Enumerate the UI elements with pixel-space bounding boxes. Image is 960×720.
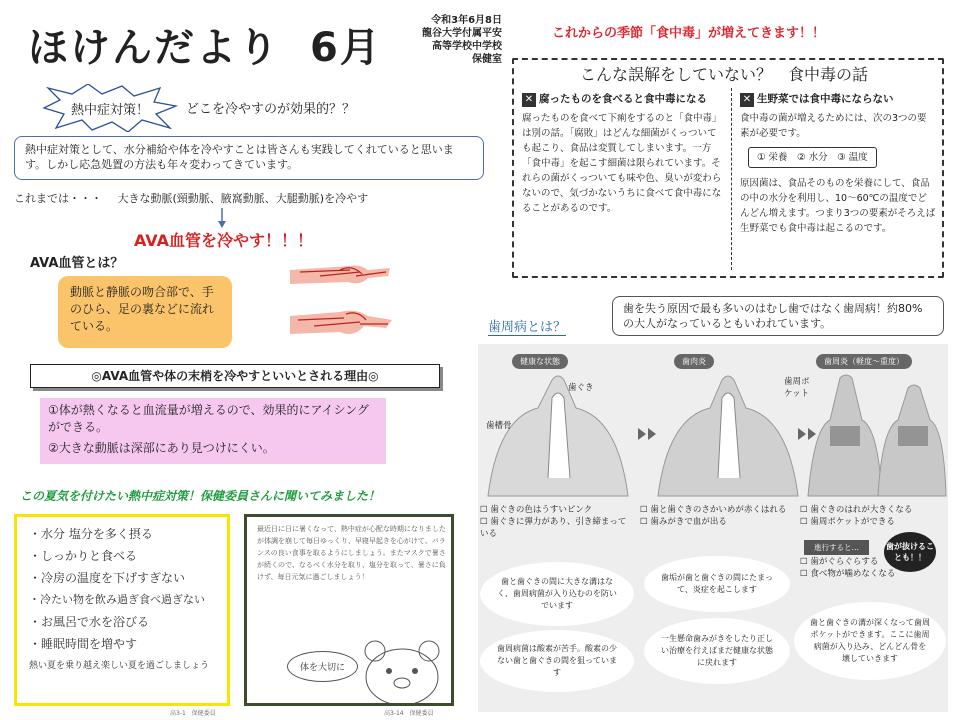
issue-info: 令和3年6月8日 龍谷大学付属平安 高等学校中学校 保健室: [422, 15, 502, 65]
reason-item: ①体が熱くなると血流量が増えるので、効果的にアイシングができる。: [48, 403, 369, 434]
food-title: こんな誤解をしていない？ 食中毒の話: [580, 65, 869, 84]
newsletter-title: ほけんだより 6月: [28, 16, 382, 73]
stage-title: 歯肉炎: [674, 354, 714, 369]
teeth-illustration: [478, 368, 948, 498]
committee-card-1: ・水分 塩分を多く摂る ・しっかりと食べる ・冷房の温度を下げすぎない ・冷たい物を飲み過ぎ食べ過ぎない ・お風呂で水を浴びる ・睡眠時間を増やす 熱い夏を乗り越え楽しい夏を過ごしましょう: [14, 514, 230, 706]
gum-label: 歯ぐき: [568, 383, 594, 393]
ava-cool-heading: AVA血管を冷やす！！！: [134, 231, 313, 250]
food-right-column: ✕ 生野菜では食中毒にならない 食中毒の菌が増えるためには、次の3つの要素が必要です。 ① 栄養 ② 水分 ③ 温度 原因菌は、食品そのものを栄養にして、食品の中の水分を利用し、10〜60℃の温度でどんどん増えます。つまり3つの要素がそろえば生野菜でも食中毒は起こるのです。: [740, 93, 936, 234]
month-label: 6月: [309, 25, 382, 71]
x-mark-icon: ✕: [522, 93, 536, 107]
arrow-down-icon: [217, 208, 227, 228]
column-divider: [731, 88, 732, 270]
hand-vessels-illustration: [290, 262, 394, 344]
perio-question: 歯周病とは？: [488, 316, 566, 336]
card-1-caption: 高3-1 保健委員: [170, 710, 216, 717]
x-mark-icon: ✕: [740, 93, 754, 107]
perio-bubble: 歯を失う原因で最も多いのはむし歯ではなく歯周病！約80%の大人がなっているともいわれています。: [612, 296, 944, 336]
stage-note: 歯と歯ぐきの溝が深くなって歯周ポケットができます。ここに歯周病菌が入り込み、どんどん骨を壊していきます: [794, 602, 946, 680]
bear-icon: [357, 637, 447, 703]
stage-note: 歯垢が歯と歯ぐきの間にたまって、炎症を起こします: [644, 556, 790, 612]
stage-checks: ☐ 歯と歯ぐきのさかいめが赤くはれる ☐ 歯みがきで血が出る: [640, 505, 787, 527]
ava-question: AVA血管とは？: [30, 256, 124, 271]
heatstroke-intro: 熱中症対策として、水分補給や体を冷やすことは皆さんも実践してくれていると思います。しかし応急処置の方法も年々変わってきています。: [14, 136, 484, 180]
factor-list: ① 栄養 ② 水分 ③ 温度: [748, 147, 877, 168]
stage-title: 健康な状態: [512, 354, 568, 369]
warning-badge: 歯が抜けることも！！: [884, 532, 936, 572]
bone-label: 歯槽骨: [486, 421, 512, 431]
reason-title: ◎AVA血管や体の末梢を冷やすといいとされる理由◎: [30, 364, 440, 388]
committee-card-2: 最近日に日に暑くなって、熱中症が心配な時期になりましたが体調を崩して毎日ゆっくり、早寝早起きを心がけて、バランスの良い食事を取るようにしましょう。またマスクで暑さが続くので、なるべく水分を取り、塩分を取って、暑さに負けず、毎日元気に過ごしましょう！ 体を大切に: [244, 514, 454, 706]
card-2-caption: 高3-14 保健委員: [384, 710, 434, 717]
food-left-column: ✕ 腐ったものを食べると食中毒になる 腐ったものを食べて下痢をするのと「食中毒」は別の話。「腐敗」はどんな細菌がくっついても起こり、食品は変質してしまいます。一方「食中毒」を起こす細菌は限られています。それらの菌がくっついても味や色、臭いが変わらないので、気づかないうちに食べて食中毒になることがあるのです。: [522, 93, 722, 214]
ava-definition: 動脈と静脈の吻合部で、手のひら、足の裏などに流れている。: [58, 276, 232, 348]
card-2-sign: 体を大切に: [287, 651, 358, 682]
reason-item: ②大きな動脈は深部にあり見つけにくい。: [48, 441, 275, 455]
stage-checks: ☐ 歯ぐきの色はうすいピンク ☐ 歯ぐきに弾力があり、引き締まっている: [480, 505, 627, 539]
perio-diagram: [478, 344, 948, 712]
food-headline: これからの季節「食中毒」が増えてきます！！: [552, 26, 826, 41]
stage-note: 歯と歯ぐきの間に大きな溝はなく、歯周病菌が入り込むのを防いでいます: [480, 562, 634, 626]
progress-label: 進行すると…: [804, 540, 869, 555]
tip-note: 歯周病菌は酸素が苦手。酸素の少ない歯と歯ぐきの間を狙っています: [480, 630, 634, 692]
previous-method: これまでは・・・ 大きな動脈(頸動脈、腋窩動脈、大腿動脈)を冷やす: [14, 192, 369, 205]
stage-checks: ☐ 歯ぐきのはれが大きくなる ☐ 歯周ポケットができる ☐ 歯がぐらぐらする ☐ 食べ物が噛めなくなる: [800, 505, 913, 579]
reason-list: [40, 398, 386, 464]
heatstroke-question: どこを冷やすのが効果的？？: [186, 102, 356, 117]
heatstroke-burst: 熱中症対策！: [42, 84, 178, 132]
committee-heading: この夏気を付けたい熱中症対策！保健委員さんに聞いてみました！: [20, 489, 381, 503]
tip-note: 一生懸命歯みがきをしたり正しい治療を行えばまだ健康な状態に戻れます: [644, 618, 790, 684]
pocket-label: 歯周ポケット: [784, 377, 810, 399]
stage-title: 歯周炎（軽度〜重度）: [816, 354, 912, 369]
